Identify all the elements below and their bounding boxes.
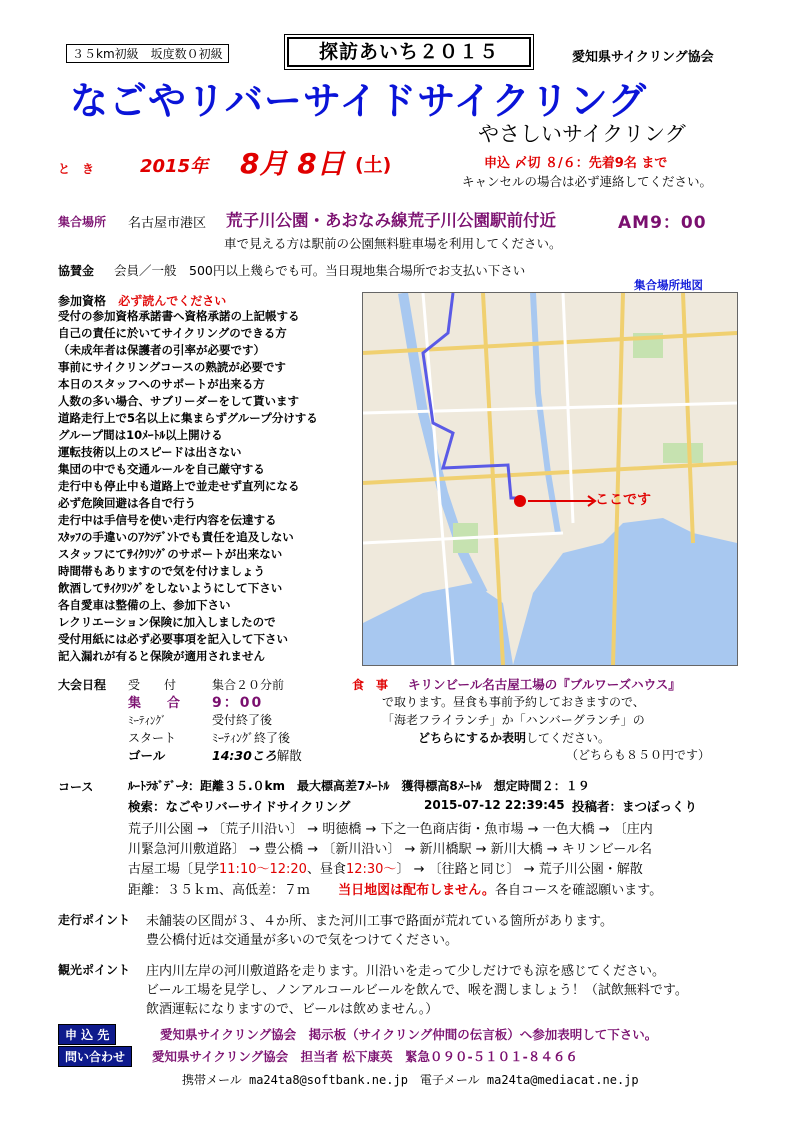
parking-note: 車で見える方は駅前の公園無料駐車場を利用してください。	[224, 236, 562, 251]
schedule-row-value: 9：00	[212, 695, 264, 711]
running-point-label: 走行ポイント	[58, 913, 131, 927]
qualification-item: 人数の多い場合、サブリーダーをして貰います	[58, 394, 300, 408]
schedule-row-name: ﾐｰﾃｨﾝｸﾞ	[128, 714, 167, 727]
lunch-time: 12:30〜	[345, 862, 397, 877]
route-segment: 古屋工場〔見学	[128, 862, 220, 877]
schedule-row-value: 受付終了後	[212, 713, 273, 727]
qualification-item: 記入漏れが有ると保険が適用されません	[58, 649, 265, 663]
meeting-label: 集合場所	[58, 215, 107, 229]
qualification-item: スタッフにてｻｲｸﾘﾝｸﾞのサポートが出来ない	[58, 547, 283, 561]
qualification-item: 事前にサイクリングコースの熟読が必要です	[58, 360, 286, 374]
qualification-item: 時間帯もありますので気を付けましょう	[58, 564, 265, 578]
schedule-row-name: 集 合	[128, 696, 181, 711]
schedule-row-name: ゴール	[128, 748, 166, 763]
sightseeing-label: 観光ポイント	[58, 963, 131, 977]
route-segment: 、昼食	[306, 862, 346, 877]
meal-venue: キリンビール名古屋工場の『ブルワーズハウス』	[408, 677, 681, 692]
level-badge: ３５km初級 坂度数０初級	[66, 44, 229, 63]
qualification-item: 受付の参加資格承諾書へ資格承諾の上記帳する	[58, 309, 300, 323]
apply-text: 愛知県サイクリング協会 掲示板（サイクリング仲間の伝言板）へ参加表明して下さい。	[160, 1027, 658, 1042]
date-weekday: (土)	[355, 154, 392, 176]
qualification-label	[58, 292, 226, 309]
qualification-item: 運転技術以上のスピードは出さない	[58, 445, 242, 459]
schedule-row-name: 受 付	[128, 678, 177, 692]
event-series-box	[287, 37, 531, 67]
deadline: 申込 〆切 ８/６：先着9名 まで	[484, 156, 668, 171]
meeting-ward: 名古屋市港区	[128, 216, 207, 231]
fee-text: 会員／一般 500円以上幾らでも可。当日現地集合場所でお支払い下さい	[114, 263, 526, 278]
meal-line: で取ります。昼食も事前予約しておきますので、	[382, 695, 645, 709]
contact-label: 問い合わせ	[58, 1046, 132, 1067]
qualification-item: ｽﾀｯﾌの手違いのｱｸｼﾃﾞﾝﾄでも責任を追及しない	[58, 530, 294, 544]
meal-choice-note: どちらにするか表明	[418, 731, 527, 745]
date-year: 2015年	[140, 156, 209, 177]
confirm-note: 各自コースを確認願います。	[494, 883, 663, 898]
date-label: と き	[58, 162, 95, 176]
meal-line	[418, 729, 610, 746]
organizer: 愛知県サイクリング協会	[572, 50, 714, 65]
meal-choice-rest: してください。	[526, 731, 611, 745]
course-data: ﾙｰﾄﾗﾎﾞﾃﾞｰﾀ：距離３５.０km 最大標高差7ﾒｰﾄﾙ 獲得標高8ﾒｰﾄﾙ 想定時間２：１９	[128, 779, 590, 793]
tour-time: 11:10〜12:20	[219, 862, 307, 877]
qualification-item: 集団の中でも交通ルールを自己厳守する	[58, 462, 265, 476]
subtitle: やさしいサイクリング	[478, 122, 686, 146]
fee-label: 協賛金	[58, 264, 95, 278]
qualification-item: 必ず危険回避は各自で行う	[58, 496, 196, 510]
qualification-item: 走行中も停止中も道路上で並走せず直列になる	[58, 479, 300, 493]
meeting-map[interactable]	[362, 292, 738, 666]
running-point-text: 未舗装の区間が３、４か所、また河川工事で路面が荒れている箇所があります。	[146, 914, 613, 929]
schedule-row-value: 集合２０分前	[212, 678, 285, 692]
meal-label: 食 事	[352, 678, 389, 692]
qualification-item: 走行中は手信号を使い走行内容を伝達する	[58, 513, 277, 527]
qualification-item: グループ間は10ﾒｰﾄﾙ以上開ける	[58, 428, 223, 442]
map-caption: 集合場所地図	[634, 278, 703, 292]
course-distance-line	[128, 879, 662, 898]
route-line: 川緊急河川敷道路〕 → 豊公橋 → 〔新川沿い〕 → 新川橋駅 → 新川大橋 → キリンビール名	[128, 842, 653, 857]
qualification-item: レクリエーション保険に加入しましたので	[58, 615, 276, 629]
qualification-item: 飲酒してｻｲｸﾘﾝｸﾞをしないようにして下さい	[58, 581, 283, 595]
course-search: 検索：なごやリバーサイドサイクリング	[128, 799, 351, 814]
running-point-text: 豊公橋付近は交通量が多いので気をつけてください。	[146, 933, 459, 948]
contact-text: 愛知県サイクリング協会 担当者 松下康英 緊急０９０-５１０１-８４６６	[152, 1049, 578, 1064]
map-graphic	[363, 293, 737, 665]
route-line: 荒子川公園 → 〔荒子川沿い〕 → 明徳橋 → 下之一色商店街・魚市場 → 一色大橋 → 〔庄内	[128, 822, 653, 837]
qualification-title: 参加資格	[58, 294, 107, 308]
schedule-row-value: ﾐｰﾃｨﾝｸﾞ終了後	[212, 731, 291, 745]
schedule-label: 大会日程	[58, 678, 107, 692]
qualification-item: 本日のスタッフへのサポートが出来る方	[58, 377, 265, 391]
apply-label: 申 込 先	[58, 1024, 116, 1045]
map-marker-label: ここです	[595, 492, 651, 508]
no-map-note: 当日地図は配布しません。	[338, 883, 495, 898]
page-title: なごやリバーサイドサイクリング	[70, 79, 648, 123]
meal-price-note: （どちらも８５０円です）	[566, 748, 711, 762]
route-line	[128, 858, 643, 877]
meal-line: 「海老フライランチ」か「ハンバーグランチ」の	[382, 713, 645, 727]
date-day: 8月 8日	[240, 147, 345, 180]
goal-dismiss: 解散	[276, 748, 302, 763]
course-label: コース	[58, 780, 94, 794]
meeting-place: 荒子川公園・あおなみ線荒子川公園駅前付近	[226, 211, 556, 230]
goal-time-value: 14:30ころ	[212, 748, 277, 763]
qualification-item: 受付用紙には必ず必要事項を記入して下さい	[58, 632, 288, 646]
schedule-row-name: スタート	[128, 731, 177, 745]
goal-time	[212, 746, 302, 764]
sightseeing-text: 庄内川左岸の河川敷道路を走ります。川沿いを走って少しだけでも涼を感じてください。	[146, 964, 665, 979]
qualification-item: （未成年者は保護者の引率が必要です）	[58, 343, 265, 357]
must-read-note: 必ず読んでください	[118, 294, 227, 308]
cancel-note: キャンセルの場合は必ず連絡してください。	[462, 174, 713, 189]
qualification-item: 道路走行上で5名以上に集まらずグループ分けする	[58, 411, 318, 425]
course-posted: 2015-07-12 22:39:45	[424, 798, 565, 812]
course-poster: 投稿者：まつぼっくり	[572, 799, 698, 814]
meeting-time: AM9：00	[618, 213, 707, 233]
sightseeing-text: ビール工場を見学し、ノンアルコールビールを飲んで、喉を潤しましょう！（試飲無料です。	[146, 983, 688, 998]
route-segment: 〕 → 〔往路と同じ〕 → 荒子川公園・解散	[396, 862, 643, 877]
course-distance: 距離：３５ｋｍ、高低差：７ｍ	[128, 883, 311, 898]
event-series: 探訪あいち２０１５	[318, 41, 499, 63]
qualification-item: 各自愛車は整備の上、参加下さい	[58, 598, 231, 612]
sightseeing-text: 飲酒運転になりますので、ビールは飲めません。）	[146, 1002, 439, 1017]
email-line[interactable]: 携帯メール ma24ta8@softbank.ne.jp 電子メール ma24ta@mediacat.ne.jp	[182, 1073, 639, 1087]
qualification-item: 自己の責任に於いてサイクリングのできる方	[58, 326, 287, 340]
